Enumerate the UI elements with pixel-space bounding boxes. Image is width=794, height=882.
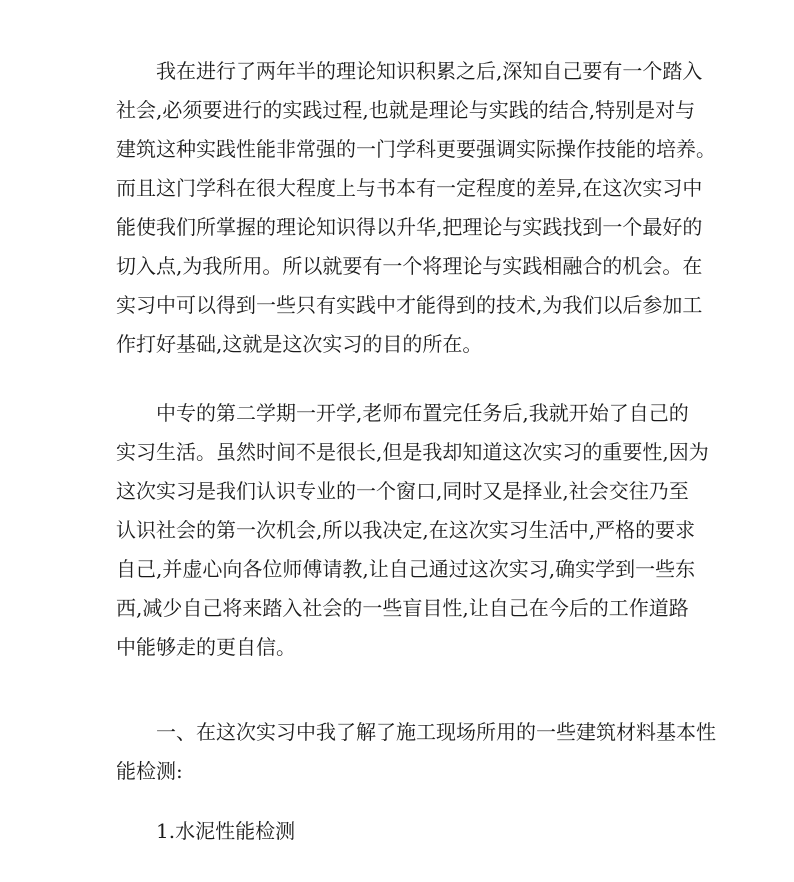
paragraph-1-line-5: 能使我们所掌握的理论知识得以升华,把理论与实践找到一个最好的 — [116, 215, 703, 239]
section-heading-1-line-1: 一、在这次实习中我了解了施工现场所用的一些建筑材料基本性 — [156, 720, 716, 744]
paragraph-2-line-7: 中能够走的更自信。 — [116, 635, 296, 659]
paragraph-1-line-2: 社会,必须要进行的实践过程,也就是理论与实践的结合,特别是对与 — [116, 98, 696, 122]
paragraph-1-line-3: 建筑这种实践性能非常强的一门学科更要强调实际操作技能的培养。 — [116, 137, 716, 161]
paragraph-2-line-6: 西,减少自己将来踏入社会的一些盲目性,让自己在今后的工作道路 — [116, 596, 689, 620]
paragraph-1-line-7: 实习中可以得到一些只有实践中才能得到的技术,为我们以后参加工 — [116, 293, 703, 317]
section-heading-1-line-2: 能检测: — [116, 759, 183, 783]
paragraph-2-line-4: 认识社会的第一次机会,所以我决定,在这次实习生活中,严格的要求 — [116, 518, 696, 542]
paragraph-2-line-2: 实习生活。虽然时间不是很长,但是我却知道这次实习的重要性,因为 — [116, 440, 709, 464]
paragraph-2-line-5: 自己,并虚心向各位师傅请教,让自己通过这次实习,确实学到一些东 — [116, 557, 696, 581]
paragraph-2-line-1: 中专的第二学期一开学,老师布置完任务后,我就开始了自己的 — [156, 401, 689, 425]
subsection-heading-1-line-1: 1.水泥性能检测 — [156, 819, 296, 843]
paragraph-1-line-6: 切入点,为我所用。所以就要有一个将理论与实践相融合的机会。在 — [116, 254, 703, 278]
paragraph-2-line-3: 这次实习是我们认识专业的一个窗口,同时又是择业,社会交往乃至 — [116, 479, 689, 503]
paragraph-1-line-4: 而且这门学科在很大程度上与书本有一定程度的差异,在这次实习中 — [116, 176, 703, 200]
paragraph-1-line-8: 作打好基础,这就是这次实习的目的所在。 — [116, 332, 483, 356]
paragraph-1-line-1: 我在进行了两年半的理论知识积累之后,深知自己要有一个踏入 — [156, 59, 703, 83]
